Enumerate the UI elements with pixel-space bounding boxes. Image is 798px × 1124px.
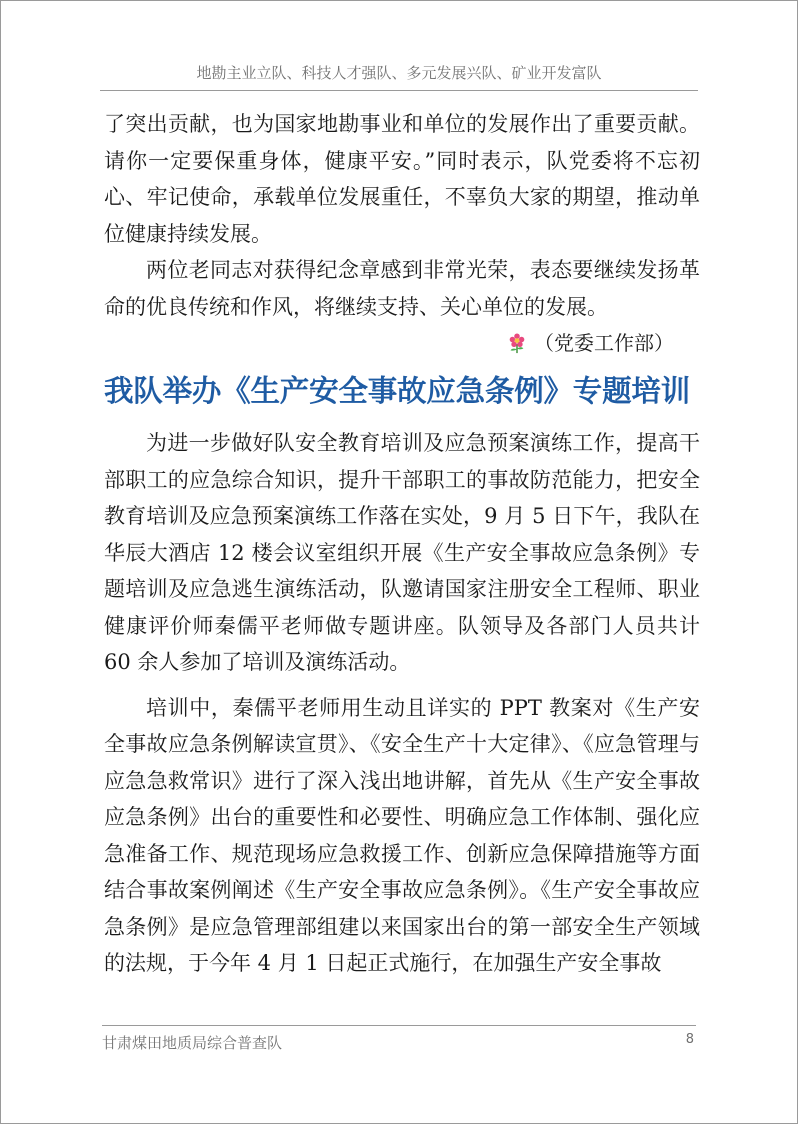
signature-line — [104, 325, 700, 361]
article-title: 我队举办《生产安全事故应急条例》专题培训 — [104, 373, 691, 408]
page-footer — [102, 1025, 696, 1053]
body-paragraph: 培训中，秦儒平老师用生动且详实的 PPT 教案对《生产安全事故应急条例解读宣贯》、《安全生产十大定律》、《应急管理与应急急救常识》进行了深入浅出地讲解，首先从《生产安全事故应急条例》出台的重要性和必要性、明确应急工作体制、强化应急准备工作、规范现场应急救援工作、创新应急保障措施等方面结合事故案例阐述《生产安全事故应急条例》。《生产安全事故应急条例》是应急管理部组建以来国家出台的第一部安全生产领域的法规，于今年 4 月 1 日起正式施行，在加强生产安全事故 — [104, 695, 700, 975]
body-paragraph: 了突出贡献，也为国家地勘事业和单位的发展作出了重要贡献。请你一定要保重身体，健康平安。”同时表示，队党委将不忘初心、牢记使命，承载单位发展重任，不辜负大家的期望，推动单位健康持续发展。 — [104, 112, 700, 246]
header-slogan: 地勘主业立队、科技人才强队、多元发展兴队、矿业开发富队 — [196, 64, 602, 82]
department-signature: （党委工作部） — [534, 331, 674, 355]
page-header — [100, 62, 698, 91]
flower-icon — [506, 332, 528, 354]
footer-organization: 甘肃煤田地质局综合普查队 — [102, 1034, 283, 1052]
body-paragraph: 两位老同志对获得纪念章感到非常光荣，表态要继续发扬革命的优良传统和作风，将继续支持、关心单位的发展。 — [104, 258, 700, 319]
page-content — [104, 106, 700, 982]
page-number: 8 — [685, 1032, 694, 1047]
body-paragraph: 为进一步做好队安全教育培训及应急预案演练工作，提高干部职工的应急综合知识，提升干部职工的事故防范能力，把安全教育培训及应急预案演练工作落在实处，9 月 5 日下午，我队在华辰大酒店 12 楼会议室组织开展《生产安全事故应急条例》专题培训及应急逃生演练活动，队邀请国家注册安全工程师、职业健康评价师秦儒平老师做专题讲座。队领导及各部门人员共计 60 余人参加了培训及演练活动。 — [104, 431, 700, 674]
